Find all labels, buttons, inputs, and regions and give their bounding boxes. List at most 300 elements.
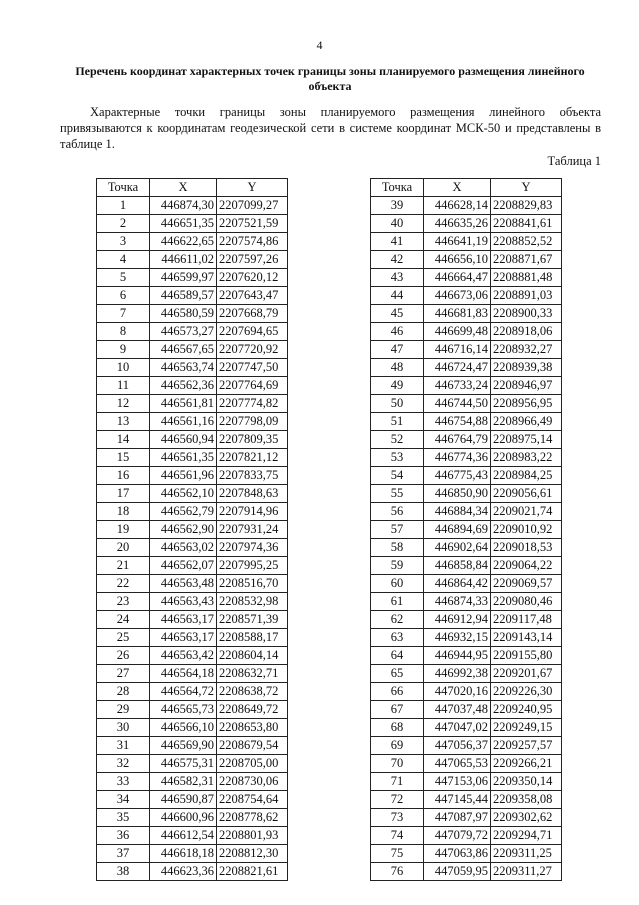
cell-y: 2209117,48: [491, 611, 562, 629]
cell-point: 43: [371, 269, 424, 287]
table-header-row: [371, 179, 562, 197]
cell-y: 2209018,53: [491, 539, 562, 557]
cell-y: 2209350,14: [491, 773, 562, 791]
cell-x: 446850,90: [424, 485, 491, 503]
cell-point: 6: [97, 287, 150, 305]
cell-point: 42: [371, 251, 424, 269]
table-row: [371, 683, 562, 701]
cell-x: 446562,36: [150, 377, 217, 395]
table-row: [97, 467, 288, 485]
cell-point: 4: [97, 251, 150, 269]
cell-y: 2208975,14: [491, 431, 562, 449]
cell-y: 2209311,27: [491, 863, 562, 881]
cell-y: 2207798,09: [217, 413, 288, 431]
cell-point: 31: [97, 737, 150, 755]
cell-point: 2: [97, 215, 150, 233]
cell-x: 446902,64: [424, 539, 491, 557]
cell-y: 2208632,71: [217, 665, 288, 683]
cell-y: 2208801,93: [217, 827, 288, 845]
cell-x: 446561,81: [150, 395, 217, 413]
table-row: [97, 287, 288, 305]
cell-x: 446716,14: [424, 341, 491, 359]
cell-point: 62: [371, 611, 424, 629]
document-title: Перечень координат характерных точек границы зоны планируемого размещения линейного объекта: [75, 64, 585, 93]
cell-point: 3: [97, 233, 150, 251]
table-row: [371, 773, 562, 791]
cell-point: 72: [371, 791, 424, 809]
cell-point: 70: [371, 755, 424, 773]
cell-y: 2207774,82: [217, 395, 288, 413]
table-row: [371, 251, 562, 269]
cell-x: 446612,54: [150, 827, 217, 845]
table-row: [97, 395, 288, 413]
cell-y: 2208705,00: [217, 755, 288, 773]
cell-y: 2208754,64: [217, 791, 288, 809]
cell-x: 447153,06: [424, 773, 491, 791]
table-row: [97, 773, 288, 791]
cell-x: 446884,34: [424, 503, 491, 521]
table-row: [97, 719, 288, 737]
cell-y: 2207995,25: [217, 557, 288, 575]
intro-paragraph: Характерные точки границы зоны планируемого размещения линейного объекта привязываются к координатам геодезической сети в системе координат МСК-50 и представлены в таблице 1.: [60, 105, 601, 151]
cell-point: 16: [97, 467, 150, 485]
cell-x: 446563,48: [150, 575, 217, 593]
cell-point: 51: [371, 413, 424, 431]
cell-y: 2209240,95: [491, 701, 562, 719]
cell-point: 54: [371, 467, 424, 485]
cell-x: 446561,16: [150, 413, 217, 431]
table-row: [371, 539, 562, 557]
table-row: [97, 557, 288, 575]
cell-point: 35: [97, 809, 150, 827]
table-row: [371, 755, 562, 773]
table-row: [371, 323, 562, 341]
cell-x: 446858,84: [424, 557, 491, 575]
table-row: [97, 449, 288, 467]
cell-y: 2207099,27: [217, 197, 288, 215]
table-row: [97, 593, 288, 611]
cell-point: 59: [371, 557, 424, 575]
table-row: [371, 485, 562, 503]
cell-y: 2209257,57: [491, 737, 562, 755]
table-row: [371, 233, 562, 251]
cell-point: 64: [371, 647, 424, 665]
cell-x: 446611,02: [150, 251, 217, 269]
table-row: [371, 269, 562, 287]
table-row: [371, 197, 562, 215]
table-row: [371, 395, 562, 413]
cell-x: 446563,02: [150, 539, 217, 557]
page-number: 4: [316, 38, 323, 52]
cell-y: 2208932,27: [491, 341, 562, 359]
cell-x: 447065,53: [424, 755, 491, 773]
cell-point: 73: [371, 809, 424, 827]
cell-x: 446564,72: [150, 683, 217, 701]
table-row: [371, 737, 562, 755]
cell-y: 2208516,70: [217, 575, 288, 593]
cell-point: 68: [371, 719, 424, 737]
table-row: [97, 215, 288, 233]
cell-x: 446622,65: [150, 233, 217, 251]
cell-x: 446560,94: [150, 431, 217, 449]
table-row: [97, 575, 288, 593]
table-row: [97, 863, 288, 881]
cell-y: 2207668,79: [217, 305, 288, 323]
column-header-point: Точка: [371, 179, 424, 197]
cell-point: 47: [371, 341, 424, 359]
cell-y: 2209080,46: [491, 593, 562, 611]
coordinates-table-right: [370, 178, 562, 881]
cell-point: 60: [371, 575, 424, 593]
table-row: [371, 809, 562, 827]
cell-x: 446775,43: [424, 467, 491, 485]
cell-x: 446573,27: [150, 323, 217, 341]
table-row: [97, 305, 288, 323]
cell-point: 33: [97, 773, 150, 791]
cell-y: 2208918,06: [491, 323, 562, 341]
cell-x: 446874,33: [424, 593, 491, 611]
cell-y: 2208829,83: [491, 197, 562, 215]
cell-x: 446724,47: [424, 359, 491, 377]
column-header-y: Y: [491, 179, 562, 197]
cell-y: 2207747,50: [217, 359, 288, 377]
cell-y: 2207764,69: [217, 377, 288, 395]
table-row: [371, 575, 562, 593]
cell-x: 446562,10: [150, 485, 217, 503]
cell-y: 2208881,48: [491, 269, 562, 287]
cell-point: 5: [97, 269, 150, 287]
cell-y: 2208649,72: [217, 701, 288, 719]
cell-point: 8: [97, 323, 150, 341]
cell-point: 36: [97, 827, 150, 845]
column-header-x: X: [150, 179, 217, 197]
table-row: [97, 701, 288, 719]
cell-y: 2208956,95: [491, 395, 562, 413]
table-row: [371, 665, 562, 683]
cell-point: 49: [371, 377, 424, 395]
cell-point: 71: [371, 773, 424, 791]
cell-y: 2208946,97: [491, 377, 562, 395]
table-row: [97, 485, 288, 503]
cell-y: 2207643,47: [217, 287, 288, 305]
table-row: [97, 737, 288, 755]
table-row: [371, 449, 562, 467]
cell-y: 2208532,98: [217, 593, 288, 611]
cell-point: 50: [371, 395, 424, 413]
cell-x: 446600,96: [150, 809, 217, 827]
cell-x: 446563,42: [150, 647, 217, 665]
cell-point: 46: [371, 323, 424, 341]
cell-point: 34: [97, 791, 150, 809]
cell-point: 11: [97, 377, 150, 395]
cell-point: 40: [371, 215, 424, 233]
cell-x: 446589,57: [150, 287, 217, 305]
table-row: [371, 557, 562, 575]
table-row: [371, 431, 562, 449]
table-label: Таблица 1: [547, 154, 601, 168]
table-row: [371, 863, 562, 881]
cell-point: 76: [371, 863, 424, 881]
cell-point: 25: [97, 629, 150, 647]
cell-point: 66: [371, 683, 424, 701]
cell-x: 446754,88: [424, 413, 491, 431]
cell-point: 74: [371, 827, 424, 845]
cell-y: 2207720,92: [217, 341, 288, 359]
table-row: [97, 665, 288, 683]
column-header-y: Y: [217, 179, 288, 197]
table-row: [371, 845, 562, 863]
cell-y: 2207848,63: [217, 485, 288, 503]
cell-point: 7: [97, 305, 150, 323]
cell-y: 2207974,36: [217, 539, 288, 557]
cell-point: 67: [371, 701, 424, 719]
cell-point: 63: [371, 629, 424, 647]
cell-y: 2207821,12: [217, 449, 288, 467]
table-row: [97, 791, 288, 809]
table-row: [371, 377, 562, 395]
cell-x: 447059,95: [424, 863, 491, 881]
table-row: [97, 431, 288, 449]
cell-y: 2209069,57: [491, 575, 562, 593]
table-row: [97, 683, 288, 701]
cell-x: 446563,74: [150, 359, 217, 377]
table-row: [371, 647, 562, 665]
cell-y: 2208939,38: [491, 359, 562, 377]
cell-y: 2208812,30: [217, 845, 288, 863]
cell-x: 447037,48: [424, 701, 491, 719]
cell-y: 2209201,67: [491, 665, 562, 683]
table-row: [371, 791, 562, 809]
cell-y: 2209311,25: [491, 845, 562, 863]
table-row: [97, 359, 288, 377]
cell-x: 446764,79: [424, 431, 491, 449]
cell-y: 2207931,24: [217, 521, 288, 539]
table-row: [371, 521, 562, 539]
table-row: [371, 341, 562, 359]
table-row: [97, 539, 288, 557]
cell-x: 446874,30: [150, 197, 217, 215]
cell-point: 55: [371, 485, 424, 503]
cell-x: 446580,59: [150, 305, 217, 323]
cell-y: 2208604,14: [217, 647, 288, 665]
cell-point: 17: [97, 485, 150, 503]
table-row: [97, 611, 288, 629]
table-row: [97, 413, 288, 431]
table-row: [97, 647, 288, 665]
cell-y: 2208679,54: [217, 737, 288, 755]
cell-y: 2208778,62: [217, 809, 288, 827]
cell-x: 446664,47: [424, 269, 491, 287]
cell-y: 2209056,61: [491, 485, 562, 503]
cell-point: 48: [371, 359, 424, 377]
cell-y: 2208638,72: [217, 683, 288, 701]
table-row: [371, 215, 562, 233]
table-row: [371, 413, 562, 431]
cell-y: 2207521,59: [217, 215, 288, 233]
cell-y: 2209302,62: [491, 809, 562, 827]
cell-point: 57: [371, 521, 424, 539]
cell-point: 22: [97, 575, 150, 593]
table-row: [371, 593, 562, 611]
cell-x: 446563,43: [150, 593, 217, 611]
table-row: [97, 197, 288, 215]
cell-point: 1: [97, 197, 150, 215]
cell-point: 41: [371, 233, 424, 251]
cell-x: 446932,15: [424, 629, 491, 647]
cell-x: 446733,24: [424, 377, 491, 395]
table-row: [97, 269, 288, 287]
cell-y: 2207833,75: [217, 467, 288, 485]
cell-point: 30: [97, 719, 150, 737]
cell-point: 39: [371, 197, 424, 215]
table-row: [371, 701, 562, 719]
cell-y: 2208841,61: [491, 215, 562, 233]
cell-point: 10: [97, 359, 150, 377]
cell-y: 2209021,74: [491, 503, 562, 521]
cell-y: 2209358,08: [491, 791, 562, 809]
cell-point: 13: [97, 413, 150, 431]
cell-point: 32: [97, 755, 150, 773]
cell-y: 2208571,39: [217, 611, 288, 629]
table-row: [97, 341, 288, 359]
cell-x: 446564,18: [150, 665, 217, 683]
cell-point: 58: [371, 539, 424, 557]
cell-x: 447079,72: [424, 827, 491, 845]
cell-point: 61: [371, 593, 424, 611]
cell-x: 447145,44: [424, 791, 491, 809]
cell-x: 446912,94: [424, 611, 491, 629]
cell-y: 2208730,06: [217, 773, 288, 791]
cell-x: 446582,31: [150, 773, 217, 791]
cell-y: 2207574,86: [217, 233, 288, 251]
cell-x: 446565,73: [150, 701, 217, 719]
cell-point: 38: [97, 863, 150, 881]
cell-point: 65: [371, 665, 424, 683]
cell-x: 446590,87: [150, 791, 217, 809]
cell-point: 18: [97, 503, 150, 521]
cell-point: 24: [97, 611, 150, 629]
cell-y: 2209155,80: [491, 647, 562, 665]
table-row: [97, 629, 288, 647]
table-row: [371, 503, 562, 521]
cell-y: 2207809,35: [217, 431, 288, 449]
cell-y: 2209266,21: [491, 755, 562, 773]
cell-x: 447063,86: [424, 845, 491, 863]
table-row: [371, 611, 562, 629]
table-row: [97, 503, 288, 521]
cell-point: 26: [97, 647, 150, 665]
cell-point: 29: [97, 701, 150, 719]
cell-y: 2209249,15: [491, 719, 562, 737]
table-row: [371, 359, 562, 377]
cell-y: 2209010,92: [491, 521, 562, 539]
cell-point: 9: [97, 341, 150, 359]
cell-point: 21: [97, 557, 150, 575]
cell-x: 446562,79: [150, 503, 217, 521]
table-row: [97, 233, 288, 251]
table-row: [97, 323, 288, 341]
cell-y: 2209064,22: [491, 557, 562, 575]
cell-x: 446656,10: [424, 251, 491, 269]
cell-x: 446651,35: [150, 215, 217, 233]
cell-y: 2207620,12: [217, 269, 288, 287]
column-header-point: Точка: [97, 179, 150, 197]
cell-x: 446944,95: [424, 647, 491, 665]
cell-point: 27: [97, 665, 150, 683]
cell-point: 69: [371, 737, 424, 755]
cell-x: 446561,96: [150, 467, 217, 485]
cell-x: 446641,19: [424, 233, 491, 251]
cell-x: 446562,90: [150, 521, 217, 539]
table-row: [97, 827, 288, 845]
cell-y: 2208821,61: [217, 863, 288, 881]
table-row: [97, 377, 288, 395]
cell-point: 52: [371, 431, 424, 449]
table-row: [97, 809, 288, 827]
cell-y: 2209226,30: [491, 683, 562, 701]
cell-y: 2207914,96: [217, 503, 288, 521]
table-row: [371, 305, 562, 323]
cell-point: 56: [371, 503, 424, 521]
cell-x: 446673,06: [424, 287, 491, 305]
cell-x: 446569,90: [150, 737, 217, 755]
cell-point: 37: [97, 845, 150, 863]
cell-y: 2208653,80: [217, 719, 288, 737]
cell-point: 19: [97, 521, 150, 539]
cell-y: 2208900,33: [491, 305, 562, 323]
cell-y: 2209143,14: [491, 629, 562, 647]
column-header-x: X: [424, 179, 491, 197]
cell-x: 446575,31: [150, 755, 217, 773]
cell-x: 446566,10: [150, 719, 217, 737]
cell-x: 446894,69: [424, 521, 491, 539]
cell-point: 45: [371, 305, 424, 323]
cell-x: 446563,17: [150, 611, 217, 629]
table-row: [371, 287, 562, 305]
cell-point: 53: [371, 449, 424, 467]
coordinates-table-left: [96, 178, 288, 881]
cell-y: 2208983,22: [491, 449, 562, 467]
cell-x: 446562,07: [150, 557, 217, 575]
cell-point: 12: [97, 395, 150, 413]
cell-x: 447047,02: [424, 719, 491, 737]
cell-x: 447087,97: [424, 809, 491, 827]
cell-x: 446992,38: [424, 665, 491, 683]
cell-x: 446623,36: [150, 863, 217, 881]
cell-y: 2208871,67: [491, 251, 562, 269]
table-row: [97, 845, 288, 863]
table-row: [97, 521, 288, 539]
cell-point: 28: [97, 683, 150, 701]
cell-x: 446628,14: [424, 197, 491, 215]
cell-point: 75: [371, 845, 424, 863]
cell-point: 23: [97, 593, 150, 611]
cell-x: 446563,17: [150, 629, 217, 647]
table-row: [97, 251, 288, 269]
cell-y: 2207597,26: [217, 251, 288, 269]
cell-x: 446635,26: [424, 215, 491, 233]
cell-x: 446567,65: [150, 341, 217, 359]
table-row: [371, 827, 562, 845]
cell-x: 446699,48: [424, 323, 491, 341]
cell-y: 2208966,49: [491, 413, 562, 431]
cell-x: 446681,83: [424, 305, 491, 323]
cell-y: 2208852,52: [491, 233, 562, 251]
cell-y: 2209294,71: [491, 827, 562, 845]
cell-x: 447056,37: [424, 737, 491, 755]
cell-y: 2208588,17: [217, 629, 288, 647]
cell-y: 2208984,25: [491, 467, 562, 485]
